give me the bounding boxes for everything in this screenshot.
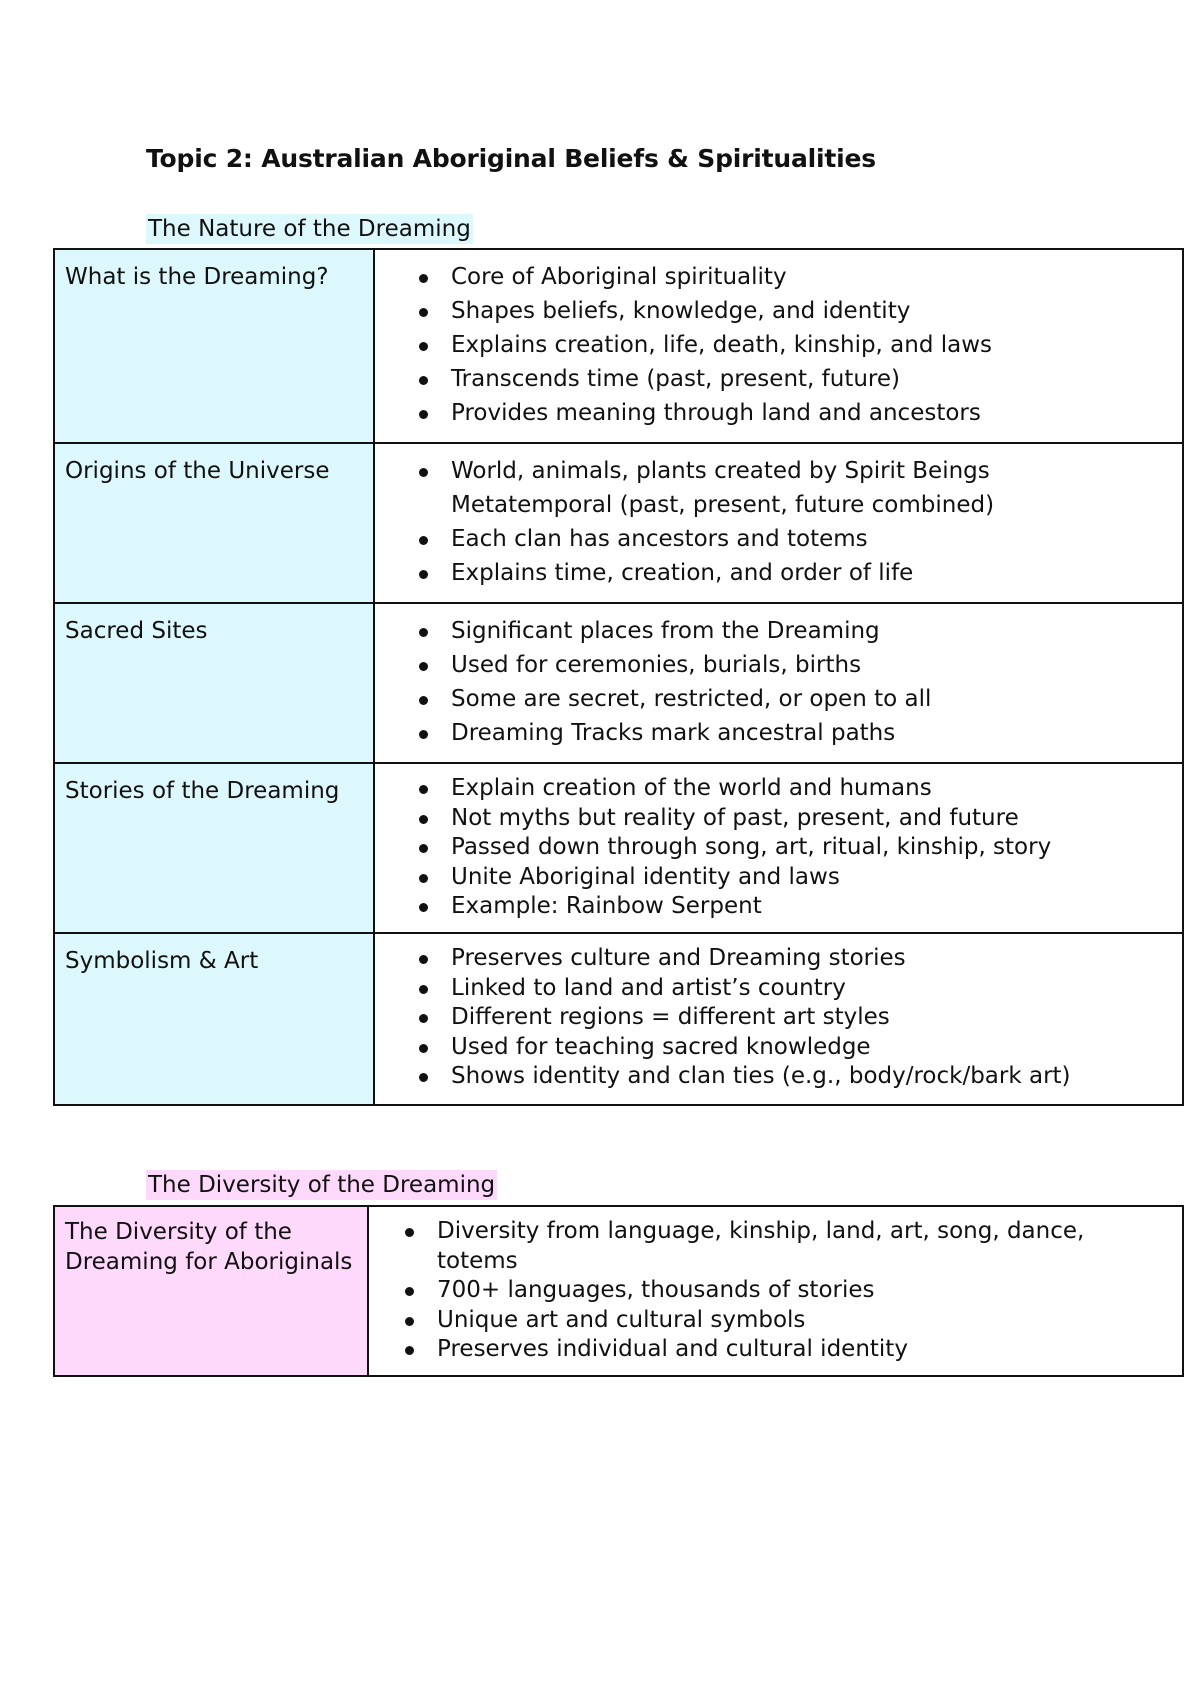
row-label: Symbolism & Art <box>54 933 374 1105</box>
list-item: Dreaming Tracks mark ancestral paths <box>451 716 1172 750</box>
list-item: Transcends time (past, present, future) <box>451 362 1172 396</box>
bullet-list <box>375 454 1172 590</box>
list-item: 700+ languages, thousands of stories <box>437 1276 1172 1306</box>
list-item: Used for ceremonies, burials, births <box>451 648 1172 682</box>
list-item: Provides meaning through land and ancestors <box>451 396 1172 430</box>
list-item: Shows identity and clan ties (e.g., body/rock/bark art) <box>451 1062 1172 1092</box>
row-label: What is the Dreaming? <box>54 249 374 443</box>
row-label: Origins of the Universe <box>54 443 374 603</box>
list-item: Not myths but reality of past, present, and future <box>451 804 1172 834</box>
list-item: Significant places from the Dreaming <box>451 614 1172 648</box>
bullet-list <box>375 260 1172 430</box>
row-label: Stories of the Dreaming <box>54 763 374 933</box>
bullet-list <box>369 1217 1172 1365</box>
list-item: Explain creation of the world and humans <box>451 774 1172 804</box>
list-item: Linked to land and artist’s country <box>451 974 1172 1004</box>
section-heading-diversity: The Diversity of the Dreaming <box>148 1172 496 1198</box>
row-label: Sacred Sites <box>54 603 374 763</box>
list-item: Preserves individual and cultural identity <box>437 1335 1172 1365</box>
bullet-list <box>375 944 1172 1092</box>
table-row <box>54 443 1183 603</box>
page-title: Topic 2: Australian Aboriginal Beliefs & Spiritualities <box>146 144 876 173</box>
table-row <box>54 763 1183 933</box>
bullet-list <box>375 614 1172 750</box>
list-item: Diversity from language, kinship, land, art, song, dance, totems <box>437 1217 1172 1276</box>
table-row <box>54 1206 1183 1376</box>
list-item: Unique art and cultural symbols <box>437 1306 1172 1336</box>
list-item: Unite Aboriginal identity and laws <box>451 863 1172 893</box>
list-item: Preserves culture and Dreaming stories <box>451 944 1172 974</box>
list-item: Explains time, creation, and order of life <box>451 556 1172 590</box>
table-row <box>54 933 1183 1105</box>
nature-of-dreaming-table <box>53 248 1184 1106</box>
section-heading-nature: The Nature of the Dreaming <box>148 216 471 242</box>
list-item: Explains creation, life, death, kinship, and laws <box>451 328 1172 362</box>
diversity-of-dreaming-table <box>53 1205 1184 1377</box>
list-item: Different regions = different art styles <box>451 1003 1172 1033</box>
list-item: Example: Rainbow Serpent <box>451 892 1172 922</box>
list-item: Core of Aboriginal spirituality <box>451 260 1172 294</box>
list-item: Some are secret, restricted, or open to all <box>451 682 1172 716</box>
row-label: The Diversity of the Dreaming for Aboriginals <box>54 1206 368 1376</box>
list-item: Metatemporal (past, present, future combined) <box>451 492 995 518</box>
bullet-list <box>375 774 1172 922</box>
list-item: World, animals, plants created by Spirit Beings <box>451 454 1172 488</box>
list-item: Each clan has ancestors and totems <box>451 522 1172 556</box>
list-item: Passed down through song, art, ritual, kinship, story <box>451 833 1172 863</box>
table-row <box>54 603 1183 763</box>
list-item: Used for teaching sacred knowledge <box>451 1033 1172 1063</box>
table-row <box>54 249 1183 443</box>
list-item: Shapes beliefs, knowledge, and identity <box>451 294 1172 328</box>
